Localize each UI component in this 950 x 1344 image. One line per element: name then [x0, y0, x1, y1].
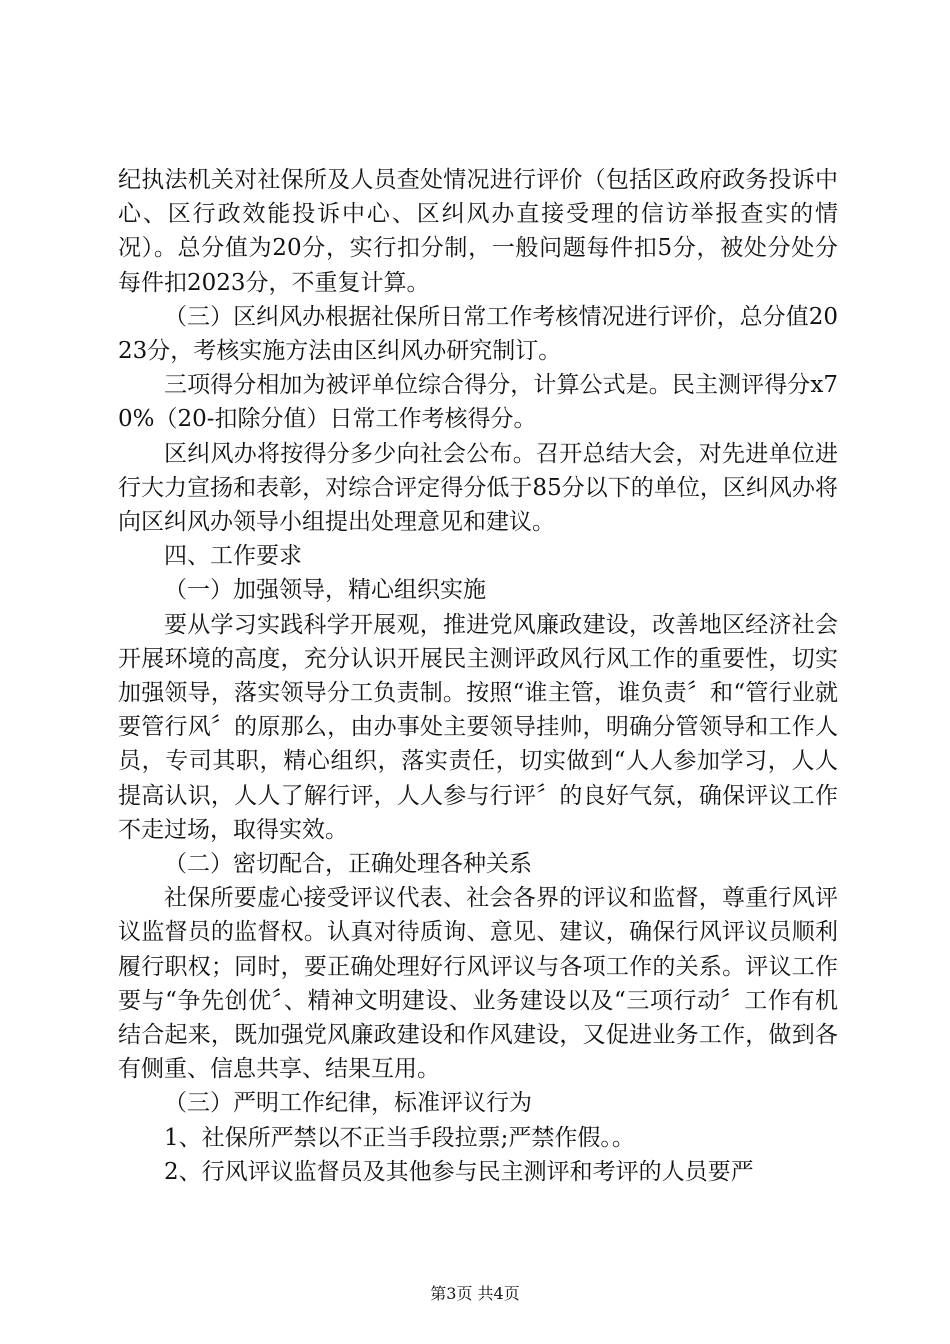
body-paragraph: （二）密切配合，正确处理各种关系 [164, 851, 532, 878]
body-paragraph: 2、行风评议监督员及其他参与民主测评和考评的人员要严 [164, 1158, 754, 1185]
document-body [118, 163, 838, 1189]
body-paragraph: （三）区纠风办根据社保所日常工作考核情况进行评价，总分值2023分，考核实施方法由区纠风办研究制订。 [118, 303, 838, 365]
body-paragraph: （三）严明工作纪律，标准评议行为 [164, 1090, 532, 1117]
body-paragraph: 区纠风办将按得分多少向社会公布。召开总结大会，对先进单位进行大力宣扬和表彰，对综合评定得分低于85分以下的单位，区纠风办将向区纠风办领导小组提出处理意见和建议。 [118, 440, 838, 536]
body-paragraph: 纪执法机关对社保所及人员查处情况进行评价（包括区政府政务投诉中心、区行政效能投诉中心、区纠风办直接受理的信访举报查实的情况）。总分值为20分，实行扣分制，一般问题每件扣5分，被处分处分每件扣2023分，不重复计算。 [118, 167, 838, 296]
body-paragraph: 社保所要虚心接受评议代表、社会各界的评议和监督，尊重行风评议监督员的监督权。认真对待质询、意见、建议，确保行风评议员顺利履行职权；同时，要正确处理好行风评议与各项工作的关系。评议工作要与“争先创优〞、精神文明建设、业务建设以及“三项行动〞工作有机结合起来，既加强党风廉政建设和作风建设，又促进业务工作，做到各有侧重、信息共享、结果互用。 [118, 885, 838, 1083]
body-paragraph: 要从学习实践科学开展观，推进党风廉政建设，改善地区经济社会开展环境的高度，充分认识开展民主测评政风行风工作的重要性，切实加强领导，落实领导分工负责制。按照“谁主管，谁负责〞和“管行业就要管行风〞的原那么，由办事处主要领导挂帅，明确分管领导和工作人员，专司其职，精心组织，落实责任，切实做到“人人参加学习，人人提高认识，人人了解行评，人人参与行评〞的良好气氛，确保评议工作不走过场，取得实效。 [118, 611, 838, 843]
page-footer [0, 1284, 950, 1304]
body-paragraph: 三项得分相加为被评单位综合得分，计算公式是。民主测评得分x70%（20-扣除分值）日常工作考核得分。 [118, 372, 838, 433]
body-paragraph: 四、工作要求 [164, 543, 302, 570]
body-paragraph: （一）加强领导，精心组织实施 [164, 577, 486, 604]
body-paragraph: 1、社保所严禁以不正当手段拉票;严禁作假。。 [164, 1124, 635, 1151]
page-number-label: 第3页 共4页 [430, 1284, 520, 1303]
